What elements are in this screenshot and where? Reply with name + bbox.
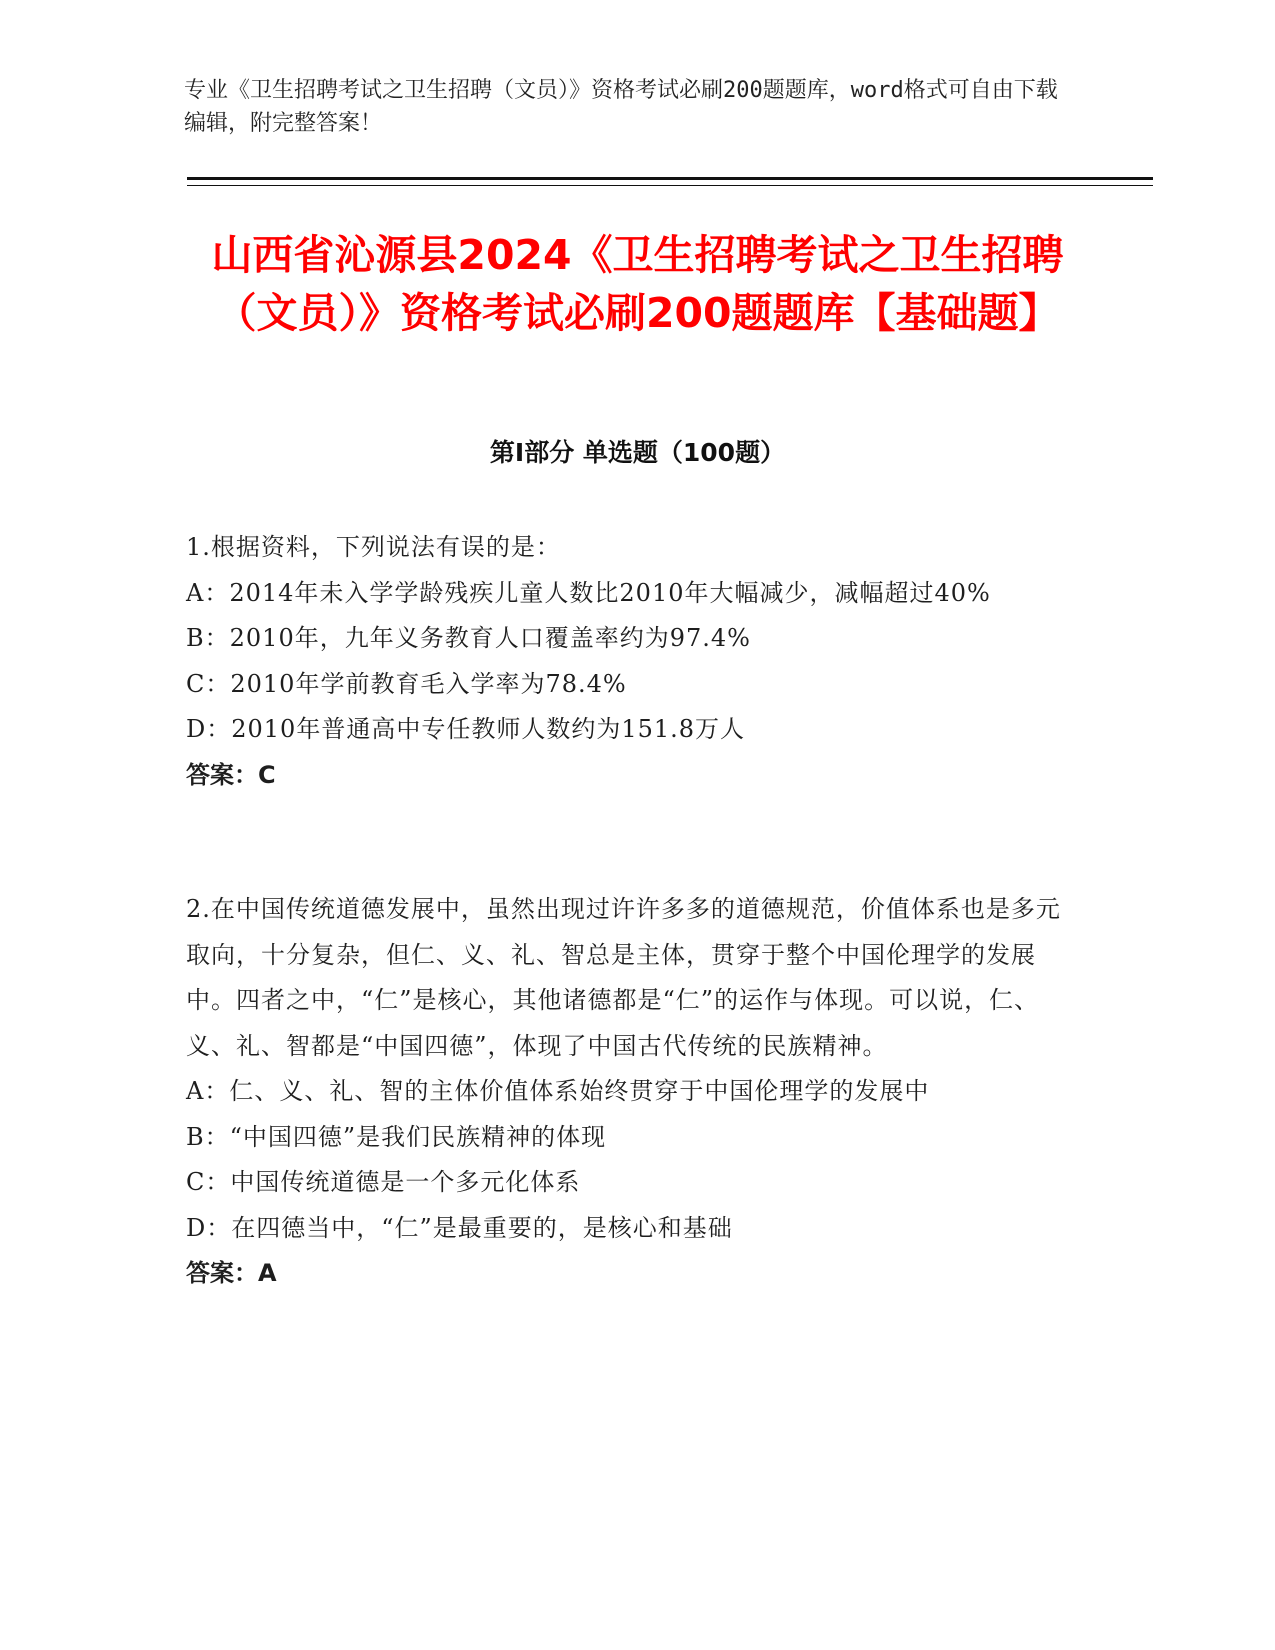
header-divider-thin <box>187 185 1153 186</box>
header-note: 专业《卫生招聘考试之卫生招聘（文员）》资格考试必刷200题题库，word格式可自由下载编辑，附完整答案！ <box>184 78 1058 136</box>
option-c: C：2010年学前教育毛入学率为78.4% <box>186 669 627 698</box>
option-a: A：仁、义、礼、智的主体价值体系始终贯穿于中国伦理学的发展中 <box>186 1077 930 1105</box>
question-2 <box>186 887 1066 1297</box>
header-divider-thick <box>187 177 1153 180</box>
question-1 <box>186 525 1066 798</box>
option-b: B：2010年，九年义务教育人口覆盖率约为97.4% <box>186 624 751 652</box>
option-a: A：2014年未入学学龄残疾儿童人数比2010年大幅减少，减幅超过40% <box>186 578 991 607</box>
section-heading: 第I部分 单选题（100题） <box>489 438 786 467</box>
document-title: 山西省沁源县2024《卫生招聘考试之卫生招聘（文员）》资格考试必刷200题题库【基础题】 <box>211 231 1064 337</box>
question-stem: 2.在中国传统道德发展中，虽然出现过许许多多的道德规范，价值体系也是多元取向，十分复杂，但仁、义、礼、智总是主体，贯穿于整个中国伦理学的发展中。四者之中，“仁”是核心，其他诸德都是“仁”的运作与体现。可以说，仁、义、礼、智都是“中国四德”，体现了中国古代传统的民族精神。 <box>186 895 1061 1060</box>
option-d: D：在四德当中，“仁”是最重要的，是核心和基础 <box>186 1213 733 1242</box>
option-b: B：“中国四德”是我们民族精神的体现 <box>186 1122 607 1151</box>
option-d: D：2010年普通高中专任教师人数约为151.8万人 <box>186 715 746 743</box>
option-c: C：中国传统道德是一个多元化体系 <box>186 1168 581 1196</box>
answer: 答案：A <box>186 1259 277 1287</box>
answer: 答案：C <box>186 760 276 789</box>
question-stem: 1.根据资料，下列说法有误的是： <box>186 533 561 561</box>
